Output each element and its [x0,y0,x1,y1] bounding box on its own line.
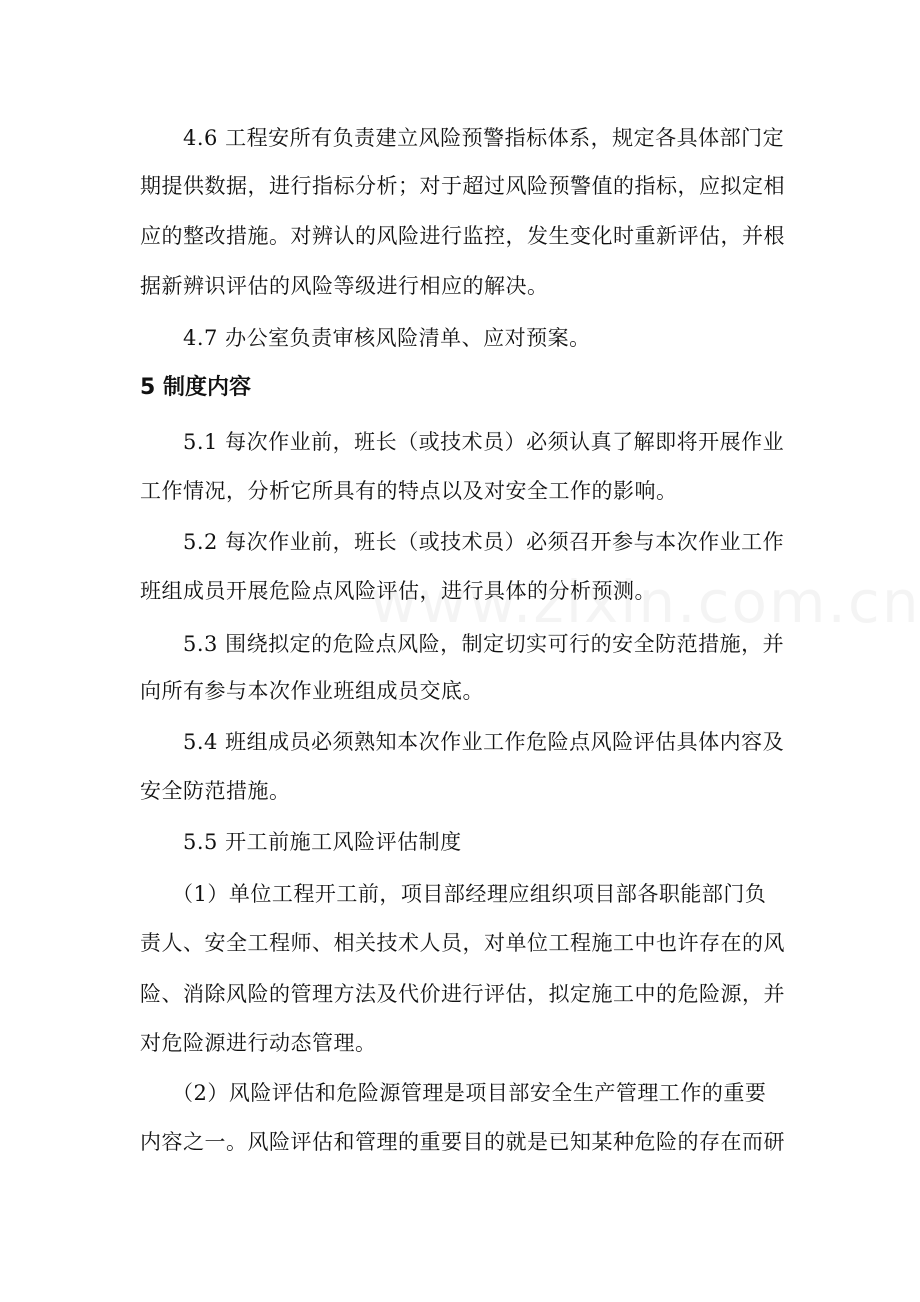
paragraph-4-7: 4.7 办公室负责审核风险清单、应对预案。 [183,326,591,350]
item-1-line-1: （1）单位工程开工前，项目部经理应组织项目部各职能部门负 [172,882,767,906]
paragraph-5-1-line-2: 工作情况，分析它所具有的特点以及对安全工作的影响。 [140,479,678,503]
paragraph-5-2-line-2: 班组成员开展危险点风险评估，进行具体的分析预测。 [140,579,656,603]
item-1-line-2: 责人、安全工程师、相关技术人员，对单位工程施工中也许存在的风 [140,931,785,955]
item-1-line-3: 险、消除风险的管理方法及代价进行评估，拟定施工中的危险源，并 [140,982,785,1006]
item-1-line-4: 对危险源进行动态管理。 [140,1031,377,1055]
paragraph-4-6-line-2: 期提供数据，进行指标分析；对于超过风险预警值的指标，应拟定相 [140,174,785,198]
paragraph-5-4-line-2: 安全防范措施。 [140,779,291,803]
item-2-line-1: （2）风险评估和危险源管理是项目部安全生产管理工作的重要 [172,1081,767,1105]
item-2-line-2: 内容之一。风险评估和管理的重要目的就是已知某种危险的存在而研 [140,1130,785,1154]
paragraph-4-6-line-1: 4.6 工程安所有负责建立风险预警指标体系，规定各具体部门定 [183,126,785,150]
paragraph-4-6-line-3: 应的整改措施。对辨认的风险进行监控，发生变化时重新评估，并根 [140,224,785,248]
paragraph-5-2-line-1: 5.2 每次作业前，班长（或技术员）必须召开参与本次作业工作 [183,530,785,554]
section-heading: 5 制度内容 [140,375,251,400]
paragraph-5-5: 5.5 开工前施工风险评估制度 [183,830,462,854]
paragraph-5-4-line-1: 5.4 班组成员必须熟知本次作业工作危险点风险评估具体内容及 [183,730,785,754]
paragraph-4-6-line-4: 据新辨识评估的风险等级进行相应的解决。 [140,274,549,298]
paragraph-5-1-line-1: 5.1 每次作业前，班长（或技术员）必须认真了解即将开展作业 [183,430,785,454]
paragraph-5-3-line-1: 5.3 围绕拟定的危险点风险，制定切实可行的安全防范措施，并 [183,632,785,656]
paragraph-5-3-line-2: 向所有参与本次作业班组成员交底。 [140,679,484,703]
